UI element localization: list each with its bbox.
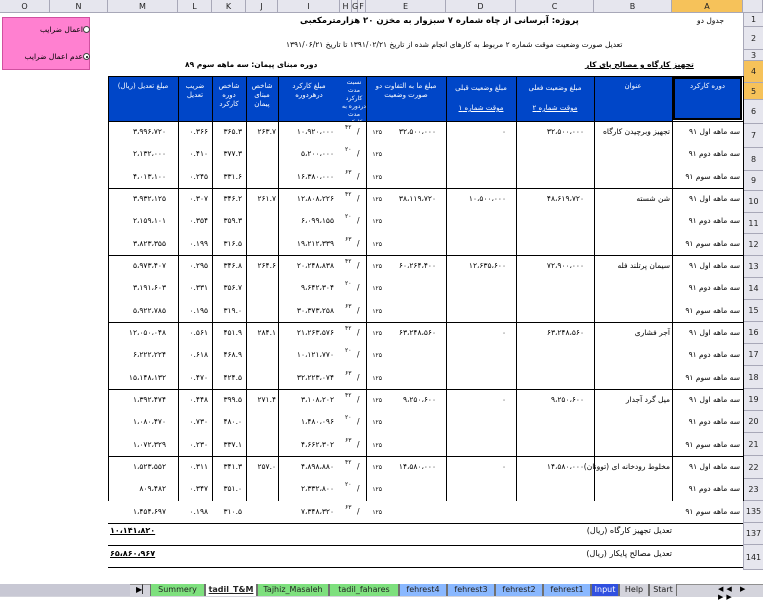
ratio-den: ۱۲۵ bbox=[372, 374, 382, 382]
ratio-slash: / bbox=[357, 328, 360, 337]
totals-top-border bbox=[108, 523, 743, 524]
column-header-o[interactable]: O bbox=[0, 0, 50, 13]
sheet-tab-fehrest3[interactable]: fehrest3 bbox=[447, 584, 495, 596]
adjustment-amount: ۳،۱۹۱،۶۰۳ bbox=[132, 283, 166, 293]
header-ratio: نسبت مدت کارکرد دردوره به مدت کارکرد bbox=[342, 79, 366, 126]
group-divider bbox=[108, 255, 743, 256]
period-amount: ۱،۴۸۰،۰۹۶ bbox=[300, 417, 334, 427]
ratio-num: ۴۲ bbox=[345, 191, 352, 198]
ratio-num: ۶۳ bbox=[345, 302, 352, 310]
ratio-den: ۱۲۵ bbox=[372, 218, 382, 226]
base-index: ۲۷۱.۴ bbox=[257, 395, 276, 404]
ratio-num: ۲۰ bbox=[345, 347, 352, 355]
ratio-num: ۶۳ bbox=[345, 235, 352, 243]
coefficient: ۰.۳۵۴ bbox=[189, 216, 208, 226]
row-header[interactable]: 18 bbox=[743, 366, 763, 389]
base-index: ۲۵۷.۰ bbox=[257, 462, 276, 471]
ratio-slash: / bbox=[357, 506, 360, 516]
ratio-slash: / bbox=[357, 372, 360, 382]
coefficient: ۰.۱۹۸ bbox=[189, 506, 208, 516]
project-title: پروژه: آبرسانی از چاه شماره ۷ سبزوار به مخزن ۲۰ هزارمترمکعبی bbox=[300, 16, 579, 26]
diff-amount: ۶۳،۲۴۸،۵۶۰ bbox=[398, 328, 436, 337]
ratio-num: ۶۳ bbox=[345, 436, 352, 444]
sheet-tab-fehrest2[interactable]: fehrest2 bbox=[495, 584, 543, 596]
period-amount: ۷،۳۴۸،۳۲۰ bbox=[300, 506, 334, 516]
group-title: آجر فشاری bbox=[634, 328, 670, 337]
row-header[interactable]: 8 bbox=[743, 148, 763, 171]
row-header[interactable]: 10 bbox=[743, 191, 763, 213]
sheet-tab-start[interactable]: Start bbox=[649, 584, 677, 596]
base-index: ۲۶۳.۷ bbox=[257, 127, 276, 136]
column-divider bbox=[246, 76, 247, 501]
coefficient-option-box bbox=[2, 17, 90, 70]
sheet-tab-input[interactable]: Input bbox=[591, 584, 619, 596]
adjustment-amount: ۱،۰۸۰،۴۷۰ bbox=[132, 417, 166, 427]
row-header[interactable]: 20 bbox=[743, 411, 763, 433]
period-index: ۳۴۶.۸ bbox=[223, 261, 242, 270]
ratio-num: ۶۳ bbox=[345, 503, 352, 511]
row-header[interactable]: 21 bbox=[743, 433, 763, 456]
adjustment-amount: ۳،۹۳۲،۱۲۵ bbox=[132, 194, 166, 203]
diff-amount: ۳۲،۵۰۰،۰۰۰ bbox=[398, 127, 436, 136]
period-label: سه ماهه سوم ۹۱ bbox=[685, 238, 740, 248]
ratio-num: ۶۳ bbox=[345, 369, 352, 377]
row-header[interactable]: 2 bbox=[743, 27, 763, 50]
column-divider bbox=[446, 76, 447, 501]
coefficient: ۰.۱۹۵ bbox=[189, 305, 208, 315]
period-index: ۳۱۶.۵ bbox=[223, 238, 242, 248]
period-index: ۳۴۱.۳ bbox=[223, 462, 242, 471]
tab-scroll-icon[interactable]: ▶▏ bbox=[136, 585, 149, 594]
row-header[interactable]: 135 bbox=[743, 501, 763, 523]
row-header[interactable]: 22 bbox=[743, 456, 763, 479]
ratio-slash: / bbox=[357, 127, 360, 136]
coefficient: ۰.۳۳۱ bbox=[189, 283, 208, 293]
period-label: سه ماهه اول ۹۱ bbox=[689, 462, 740, 471]
ratio-den: ۱۲۵ bbox=[372, 419, 382, 427]
period-amount: ۲۰،۲۴۸،۸۳۸ bbox=[296, 261, 334, 270]
group-title: مخلوط رودخانه ای (توونان) bbox=[583, 462, 670, 471]
row-header[interactable]: 4 bbox=[743, 61, 763, 83]
current-amount: ۱۴،۵۸۰،۰۰۰ bbox=[546, 462, 584, 471]
period-label: سه ماهه سوم ۹۱ bbox=[685, 439, 740, 449]
coefficient: ۰.۲۳۰ bbox=[189, 439, 208, 449]
ratio-slash: / bbox=[357, 305, 360, 315]
column-divider bbox=[672, 76, 673, 501]
prev-amount: ۰ bbox=[501, 395, 506, 404]
coefficient: ۰.۳۰۷ bbox=[189, 194, 208, 203]
prev-amount: ۰ bbox=[501, 328, 506, 337]
period-index: ۳۳۱.۶ bbox=[223, 171, 242, 181]
ratio-slash: / bbox=[357, 484, 360, 494]
ratio-slash: / bbox=[357, 238, 360, 248]
column-header-a[interactable]: A bbox=[672, 0, 743, 13]
period-amount: ۵،۲۰۰،۰۰۰ bbox=[300, 149, 334, 159]
period-label: سه ماهه سوم ۹۱ bbox=[685, 171, 740, 181]
ratio-num: ۴۲ bbox=[345, 459, 352, 466]
ratio-slash: / bbox=[357, 261, 360, 270]
column-header-b[interactable]: B bbox=[594, 0, 672, 13]
header-adjust: مبلغ تعدیل (ریال) bbox=[117, 82, 169, 90]
totals-mid-border bbox=[108, 545, 743, 546]
base-period: دوره مبنای پیمان: سه ماهه سوم ۸۹ bbox=[185, 60, 318, 69]
row-header[interactable]: 17 bbox=[743, 344, 763, 366]
column-header-g[interactable]: G bbox=[352, 2, 359, 11]
group-divider bbox=[108, 456, 743, 457]
ratio-den: ۱۲۵ bbox=[372, 196, 382, 203]
period-label: سه ماهه اول ۹۱ bbox=[689, 395, 740, 404]
row-header[interactable]: 7 bbox=[743, 124, 763, 148]
ratio-num: ۴۲ bbox=[345, 325, 352, 332]
column-header-c[interactable]: C bbox=[516, 0, 594, 13]
adjustment-amount: ۲،۱۳۲،۰۰۰ bbox=[132, 149, 166, 159]
ratio-num: ۲۰ bbox=[345, 414, 352, 422]
period-amount: ۴،۶۶۲،۳۰۲ bbox=[300, 439, 334, 449]
header-diff: مبلغ ما به التفاوت دو صورت وضعیت bbox=[375, 82, 437, 99]
ratio-slash: / bbox=[357, 439, 360, 449]
no-apply-coef-radio[interactable] bbox=[83, 53, 90, 60]
header-period-index: شاخص دوره کارکرد bbox=[218, 82, 240, 108]
period-amount: ۳۲،۲۲۳،۰۷۴ bbox=[296, 372, 334, 382]
header-bottom-border bbox=[108, 121, 743, 122]
column-header-d[interactable]: D bbox=[446, 0, 516, 13]
adjustment-amount: ۳،۹۹۶،۷۲۰ bbox=[132, 127, 166, 136]
apply-coef-label: اعمال ضرایب bbox=[39, 25, 83, 34]
adjustment-amount: ۱،۴۵۴،۶۹۷ bbox=[132, 506, 166, 516]
period-amount: ۱۶،۳۸۰،۰۰۰ bbox=[296, 171, 334, 181]
adjustment-amount: ۱۲،۰۵۰،۰۴۸ bbox=[128, 328, 166, 337]
header-period: دوره کارکرد bbox=[690, 82, 725, 90]
ratio-slash: / bbox=[357, 350, 360, 360]
column-header-k[interactable]: K bbox=[212, 0, 246, 13]
period-label: سه ماهه سوم ۹۱ bbox=[685, 506, 740, 516]
base-index: ۲۶۱.۷ bbox=[257, 194, 276, 203]
period-label: سه ماهه سوم ۹۱ bbox=[685, 305, 740, 315]
ratio-num: ۴۲ bbox=[345, 124, 352, 131]
column-divider bbox=[108, 76, 109, 501]
coefficient: ۰.۶۱۸ bbox=[189, 350, 208, 360]
period-label: سه ماهه اول ۹۱ bbox=[689, 194, 740, 203]
current-amount: ۷۲،۹۰۰،۰۰۰ bbox=[546, 261, 584, 270]
row-header[interactable]: 137 bbox=[743, 523, 763, 545]
table-top-border bbox=[108, 76, 743, 77]
apply-coef-radio[interactable] bbox=[83, 26, 90, 33]
ratio-slash: / bbox=[357, 149, 360, 159]
period-amount: ۲،۳۳۲،۸۰۰ bbox=[300, 484, 334, 494]
row-header[interactable]: 23 bbox=[743, 479, 763, 501]
header-prev-link[interactable]: موقت شماره ۱ bbox=[458, 104, 504, 112]
coefficient: ۰.۲۹۵ bbox=[189, 261, 208, 270]
total-label: تعدیل مصالح پایکار (ریال) bbox=[586, 549, 672, 558]
group-title: تجهیز وبرچیدن کارگاه bbox=[602, 127, 670, 136]
adjustment-amount: ۸۰۹،۴۸۲ bbox=[139, 484, 166, 494]
ratio-num: ۶۳ bbox=[345, 168, 352, 176]
table-label: جدول دو bbox=[697, 16, 724, 25]
column-header-l[interactable]: L bbox=[178, 0, 212, 13]
period-label: سه ماهه دوم ۹۱ bbox=[688, 216, 740, 226]
coefficient: ۰.۷۳۰ bbox=[189, 417, 208, 427]
current-amount: ۳۲،۵۰۰،۰۰۰ bbox=[546, 127, 584, 136]
ratio-den: ۱۲۵ bbox=[372, 129, 382, 136]
current-amount: ۹،۲۵۰،۶۰۰ bbox=[550, 395, 584, 404]
period-label: سه ماهه دوم ۹۱ bbox=[688, 283, 740, 293]
diff-amount: ۹،۲۵۰،۶۰۰ bbox=[402, 395, 436, 404]
diff-amount: ۶۰،۲۶۴،۴۰۰ bbox=[398, 261, 436, 270]
period-amount: ۱۰،۹۲۰،۰۰۰ bbox=[296, 127, 334, 136]
ratio-num: ۲۰ bbox=[345, 280, 352, 288]
adjustment-amount: ۱۵،۱۴۸،۱۳۲ bbox=[128, 372, 166, 382]
period-label: سه ماهه اول ۹۱ bbox=[689, 127, 740, 136]
group-divider bbox=[108, 322, 743, 323]
ratio-den: ۱۲۵ bbox=[372, 397, 382, 404]
horizontal-scrollbar[interactable] bbox=[0, 584, 130, 596]
row-header[interactable]: 141 bbox=[743, 545, 763, 570]
sheet-tab-fehrest4[interactable]: fehrest4 bbox=[399, 584, 447, 596]
column-header-h[interactable]: H bbox=[340, 0, 352, 13]
row-header[interactable]: 15 bbox=[743, 300, 763, 322]
period-index: ۳۵۶.۷ bbox=[223, 283, 242, 293]
ratio-den: ۱۲۵ bbox=[372, 263, 382, 270]
row-header[interactable]: 3 bbox=[743, 50, 763, 61]
total-value: ۶۵،۸۶۰،۹۶۷ bbox=[110, 549, 156, 558]
ratio-slash: / bbox=[357, 216, 360, 226]
period-amount: ۳۰،۳۷۳،۲۵۸ bbox=[296, 305, 334, 315]
adjustment-amount: ۱،۵۲۳،۵۵۲ bbox=[132, 462, 166, 471]
period-amount: ۳،۱۰۸،۲۰۲ bbox=[300, 395, 334, 404]
column-header-n[interactable]: N bbox=[50, 0, 108, 13]
period-amount: ۴،۸۹۸،۸۸۰ bbox=[300, 462, 334, 471]
diff-amount: ۳۸،۱۱۹،۷۲۰ bbox=[398, 194, 436, 203]
total-value: ۱۰،۱۴۱،۸۲۰ bbox=[110, 526, 156, 535]
sheet-tab-summery[interactable]: Summery bbox=[150, 584, 205, 596]
period-amount: ۱۹،۲۱۲،۳۳۹ bbox=[296, 238, 334, 248]
adjustment-amount: ۵،۹۲۲،۷۸۵ bbox=[132, 305, 166, 315]
ratio-num: ۴۲ bbox=[345, 258, 352, 265]
column-divider bbox=[516, 76, 517, 501]
adjustment-amount: ۱،۰۷۲،۳۲۹ bbox=[132, 439, 166, 449]
ratio-den: ۱۲۵ bbox=[372, 151, 382, 159]
column-divider bbox=[594, 76, 595, 501]
base-index: ۲۶۴.۶ bbox=[257, 261, 276, 270]
group-title: سیمان پرتلند فله bbox=[617, 261, 670, 270]
period-index: ۳۱۹.۰ bbox=[223, 305, 242, 315]
header-title: عنوان bbox=[624, 82, 642, 90]
column-header-f[interactable]: F bbox=[358, 0, 366, 13]
adjustment-amount: ۱،۳۹۲،۴۷۴ bbox=[132, 395, 166, 404]
period-label: سه ماهه اول ۹۱ bbox=[689, 328, 740, 337]
period-index: ۴۸۰.۰ bbox=[223, 417, 242, 427]
ratio-slash: / bbox=[357, 395, 360, 404]
sheet-tab-fehrest1[interactable]: fehrest1 bbox=[543, 584, 591, 596]
coefficient: ۰.۵۶۱ bbox=[189, 328, 208, 337]
ratio-num: ۲۰ bbox=[345, 146, 352, 154]
header-coef: ضریب تعدیل bbox=[185, 82, 205, 99]
ratio-den: ۱۲۵ bbox=[372, 173, 382, 181]
period-label: سه ماهه دوم ۹۱ bbox=[688, 149, 740, 159]
period-amount: ۶،۰۹۹،۱۵۵ bbox=[300, 216, 334, 226]
sheet-tab-help[interactable]: Help bbox=[619, 584, 649, 596]
header-period-amount: مبلغ کارکرد درهردوره bbox=[292, 82, 326, 99]
adjustment-amount: ۴،۰۱۳،۱۰۰ bbox=[132, 171, 166, 181]
group-title: میل گرد آجدار bbox=[625, 395, 670, 404]
current-amount: ۴۸،۶۱۹،۷۲۰ bbox=[546, 194, 584, 203]
row-header[interactable]: 16 bbox=[743, 322, 763, 344]
period-amount: ۱۲،۸۰۸،۲۲۶ bbox=[296, 194, 334, 203]
period-index: ۳۹۹.۵ bbox=[223, 395, 242, 404]
period-amount: ۲۱،۲۶۳،۵۷۶ bbox=[296, 328, 334, 337]
prev-amount: ۱۲،۶۳۵،۶۰۰ bbox=[468, 261, 506, 270]
totals-bottom-border bbox=[108, 567, 743, 568]
header-current-link[interactable]: موقت شماره ۲ bbox=[532, 104, 578, 112]
adjustment-amount: ۶،۲۲۲،۲۲۴ bbox=[132, 350, 166, 360]
prev-amount: ۰ bbox=[501, 462, 506, 471]
group-divider bbox=[108, 389, 743, 390]
period-index: ۳۷۷.۳ bbox=[223, 149, 242, 159]
coefficient: ۰.۲۴۵ bbox=[189, 171, 208, 181]
period-index: ۳۱۰.۵ bbox=[223, 506, 242, 516]
period-index: ۳۴۶.۲ bbox=[223, 194, 242, 203]
column-divider bbox=[278, 76, 279, 501]
coefficient: ۰.۴۷۰ bbox=[189, 372, 208, 382]
period-amount: ۹،۶۴۲،۳۰۴ bbox=[300, 283, 334, 293]
header-base-index: شاخص مبنای پیمان bbox=[251, 82, 273, 108]
ratio-den: ۱۲۵ bbox=[372, 486, 382, 494]
ratio-slash: / bbox=[357, 283, 360, 293]
adjustment-amount: ۳،۸۲۳،۳۵۵ bbox=[132, 238, 166, 248]
ratio-den: ۱۲۵ bbox=[372, 330, 382, 337]
ratio-slash: / bbox=[357, 171, 360, 181]
adjustment-amount: ۲،۱۵۹،۱۰۱ bbox=[132, 216, 166, 226]
period-index: ۳۶۵.۳ bbox=[223, 127, 242, 136]
row-header[interactable]: 12 bbox=[743, 234, 763, 256]
column-header-e[interactable]: E bbox=[366, 0, 446, 13]
row-header[interactable]: 19 bbox=[743, 389, 763, 411]
period-label: سه ماهه دوم ۹۱ bbox=[688, 350, 740, 360]
sheet-tab-tajhiz-masaleh[interactable]: Tajhiz_Masaleh bbox=[257, 584, 329, 596]
ratio-num: ۴۲ bbox=[345, 392, 352, 399]
coefficient: ۰.۳۴۷ bbox=[189, 484, 208, 494]
ratio-num: ۲۰ bbox=[345, 213, 352, 221]
column-header-i[interactable]: I bbox=[278, 0, 340, 13]
period-index: ۴۵۱.۹ bbox=[223, 328, 242, 337]
ratio-num: ۲۰ bbox=[345, 481, 352, 489]
subtitle: تعدیل صورت وضعیت موقت شماره ۲ مربوط به کارهای انجام شده از تاریخ ۱۳۹۱/۰۲/۲۱ تا تاریخ ۱۳۹۱/۰۶/۲۱ bbox=[286, 40, 623, 49]
select-all-corner[interactable] bbox=[743, 0, 763, 13]
diff-amount: ۱۴،۵۸۰،۰۰۰ bbox=[398, 462, 436, 471]
ratio-slash: / bbox=[357, 194, 360, 203]
prev-amount: ۱۰،۵۰۰،۰۰۰ bbox=[468, 194, 506, 203]
ratio-den: ۱۲۵ bbox=[372, 464, 382, 471]
coefficient: ۰.۳۶۶ bbox=[189, 127, 208, 136]
period-label: سه ماهه دوم ۹۱ bbox=[688, 484, 740, 494]
section-label: تجهیز کارگاه و مصالح پای کار bbox=[585, 60, 694, 69]
period-label: سه ماهه اول ۹۱ bbox=[689, 261, 740, 270]
ratio-den: ۱۲۵ bbox=[372, 240, 382, 248]
header-prev-text: مبلغ وضعیت قبلی bbox=[455, 84, 507, 92]
adjustment-amount: ۵،۹۷۳،۴۰۷ bbox=[132, 261, 166, 270]
row-header[interactable]: 13 bbox=[743, 256, 763, 278]
ratio-slash: / bbox=[357, 417, 360, 427]
period-index: ۳۵۹.۳ bbox=[223, 216, 242, 226]
coefficient: ۰.۳۱۱ bbox=[189, 462, 208, 471]
prev-amount: ۰ bbox=[501, 127, 506, 136]
ratio-den: ۱۲۵ bbox=[372, 307, 382, 315]
tab-nav-icons[interactable]: ◀◀ ▶ ▶▶ bbox=[718, 585, 749, 601]
base-index: ۲۸۴.۱ bbox=[257, 328, 276, 337]
row-header[interactable]: 6 bbox=[743, 100, 763, 124]
coefficient: ۰.۴۱۰ bbox=[189, 149, 208, 159]
period-label: سه ماهه دوم ۹۱ bbox=[688, 417, 740, 427]
period-label: سه ماهه سوم ۹۱ bbox=[685, 372, 740, 382]
ratio-slash: / bbox=[357, 462, 360, 471]
no-apply-coef-label: عدم اعمال ضرایب bbox=[24, 52, 83, 61]
column-divider bbox=[366, 76, 367, 501]
sheet-tab-tadil-fahares[interactable]: tadil_fahares bbox=[329, 584, 399, 596]
coefficient: ۰.۱۹۹ bbox=[189, 238, 208, 248]
column-header-j[interactable]: J bbox=[246, 0, 278, 13]
period-index: ۳۵۱.۰ bbox=[223, 484, 242, 494]
ratio-den: ۱۲۵ bbox=[372, 285, 382, 293]
row-header[interactable]: 5 bbox=[743, 83, 763, 100]
period-index: ۳۳۷.۱ bbox=[223, 439, 242, 449]
current-amount: ۶۳،۲۴۸،۵۶۰ bbox=[546, 328, 584, 337]
ratio-den: ۱۲۵ bbox=[372, 352, 382, 360]
ratio-den: ۱۲۵ bbox=[372, 508, 382, 516]
row-header[interactable]: 11 bbox=[743, 213, 763, 234]
column-header-m[interactable]: M bbox=[108, 0, 178, 13]
period-amount: ۱۰،۱۲۱،۷۷۰ bbox=[296, 350, 334, 360]
row-header[interactable]: 1 bbox=[743, 13, 763, 27]
period-index: ۴۲۴.۵ bbox=[223, 372, 242, 382]
total-label: تعدیل تجهیز کارگاه (ریال) bbox=[586, 526, 672, 535]
coefficient: ۰.۴۴۸ bbox=[189, 395, 208, 404]
ratio-den: ۱۲۵ bbox=[372, 441, 382, 449]
sheet-tab-tadil-t-m[interactable]: tadil_T&M bbox=[205, 584, 257, 596]
header-current: مبلغ وضعیت فعلی bbox=[528, 84, 582, 92]
row-header[interactable]: 14 bbox=[743, 278, 763, 300]
group-title: شن شسته bbox=[636, 194, 670, 203]
column-divider bbox=[743, 76, 744, 501]
group-divider bbox=[108, 188, 743, 189]
row-header[interactable]: 9 bbox=[743, 171, 763, 191]
period-index: ۴۶۸.۹ bbox=[223, 350, 242, 360]
